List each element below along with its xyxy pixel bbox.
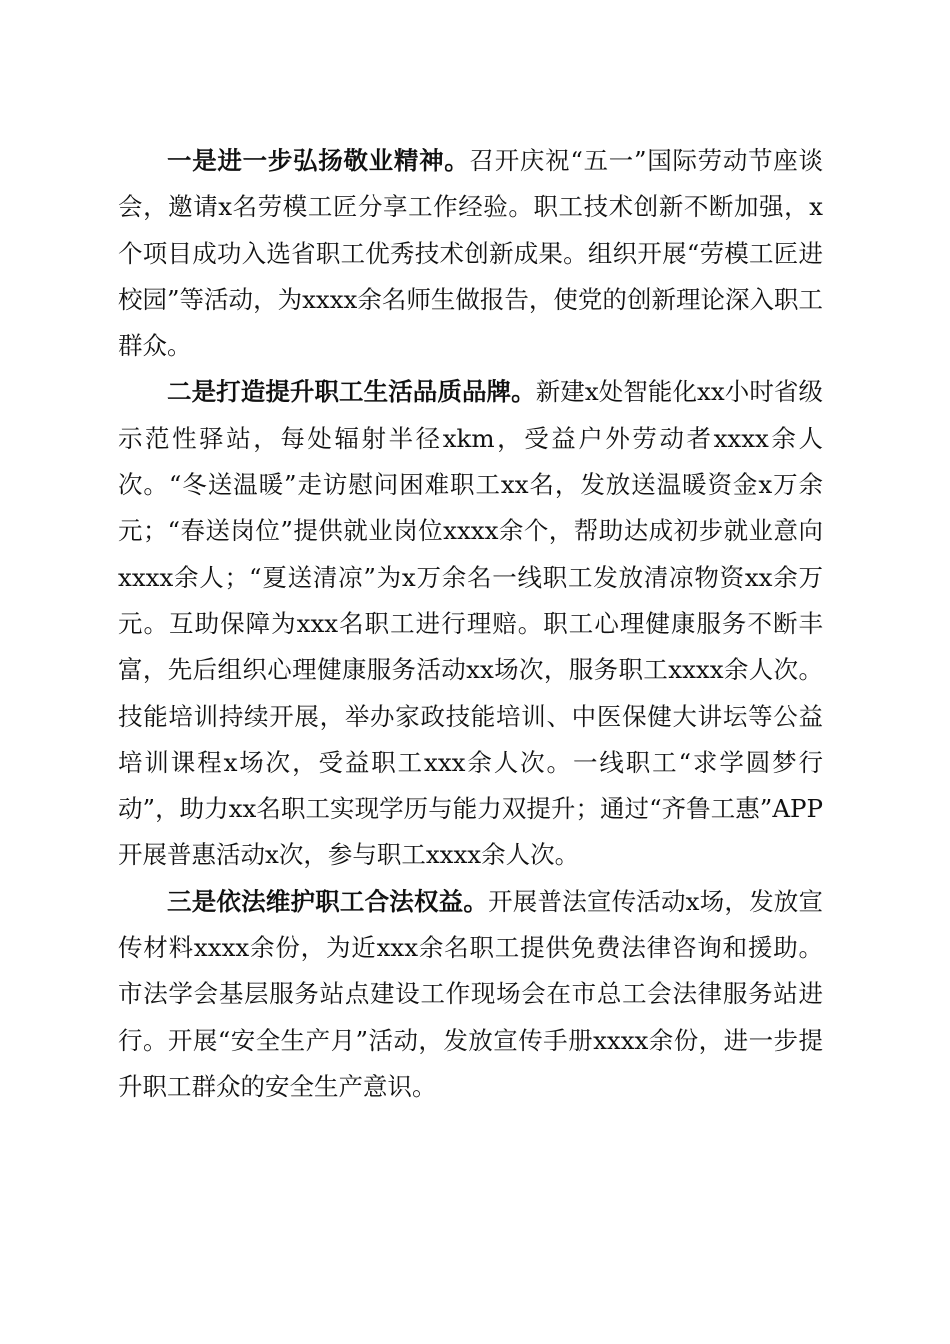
paragraph-3-body: 开展普法宣传活动x场，发放宣传材料xxxx余份，为近xxx余名职工提供免费法律咨询和援助。市法学会基层服务站点建设工作现场会在市总工会法律服务站进行。开展“安全生产月”活动，发放宣传手册xxxx余份，进一步提升职工群众的安全生产意识。 xyxy=(118,886,823,1101)
paragraph-2 xyxy=(118,369,823,878)
paragraph-1 xyxy=(118,138,823,369)
document-body xyxy=(118,138,823,1110)
paragraph-1-body: 召开庆祝“五一”国际劳动节座谈会，邀请x名劳模工匠分享工作经验。职工技术创新不断加强，x个项目成功入选省职工优秀技术创新成果。组织开展“劳模工匠进校园”等活动，为xxxx余名师生做报告，使党的创新理论深入职工群众。 xyxy=(118,146,823,361)
paragraph-2-lead: 二是打造提升职工生活品质品牌。 xyxy=(167,377,536,407)
paragraph-3 xyxy=(118,879,823,1110)
paragraph-3-lead: 三是依法维护职工合法权益。 xyxy=(167,886,489,916)
paragraph-1-lead: 一是进一步弘扬敬业精神。 xyxy=(167,146,470,175)
paragraph-2-body: 新建x处智能化xx小时省级示范性驿站，每处辐射半径xkm，受益户外劳动者xxxx余人次。“冬送温暖”走访慰问困难职工xx名，发放送温暖资金x万余元；“春送岗位”提供就业岗位xxxx余个，帮助达成初步就业意向xxxx余人；“夏送清凉”为x万余名一线职工发放清凉物资xx余万元。互助保障为xxx名职工进行理赔。职工心理健康服务不断丰富，先后组织心理健康服务活动xx场次，服务职工xxxx余人次。技能培训持续开展，举办家政技能培训、中医保健大讲坛等公益培训课程x场次，受益职工xxx余人次。一线职工“求学圆梦行动”，助力xx名职工实现学历与能力双提升；通过“齐鲁工惠”APP开展普惠活动x次，参与职工xxxx余人次。 xyxy=(118,377,824,870)
